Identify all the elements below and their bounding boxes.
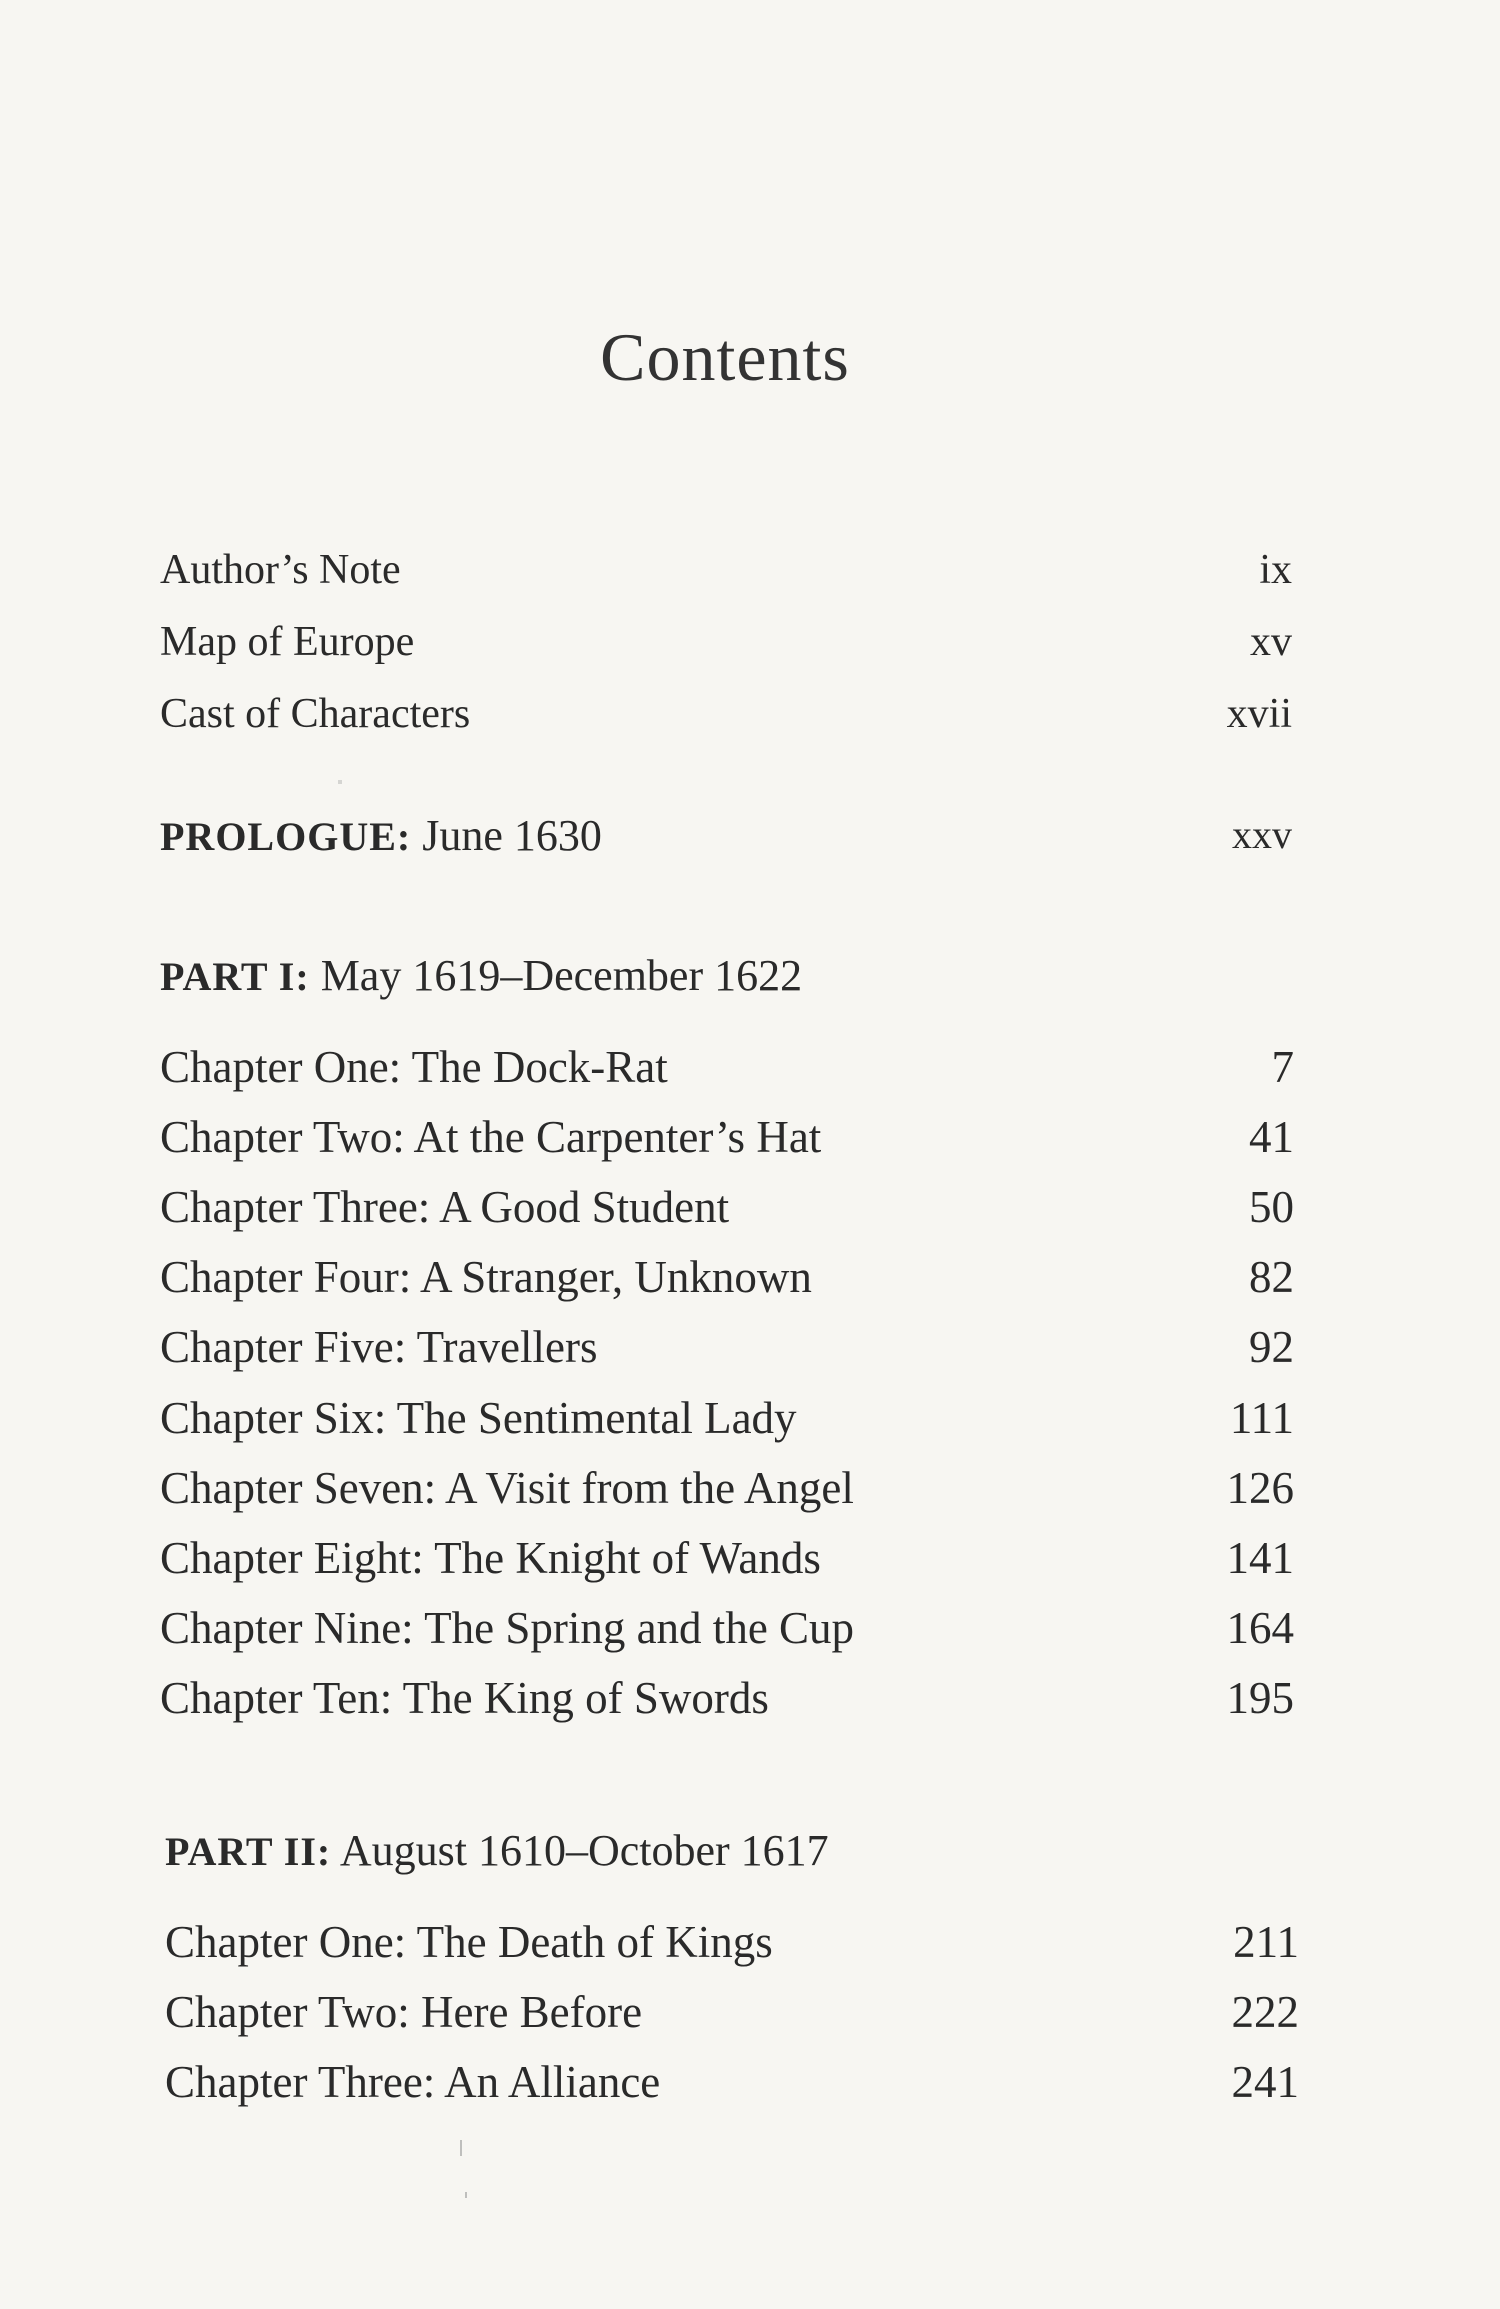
scan-speck [460,2140,462,2156]
toc-entry-page: 111 [1229,1393,1294,1443]
toc-entry-authors-note[interactable] [160,540,1300,600]
toc-entry-label: Chapter Three: An Alliance [165,2057,661,2107]
part-two-label [165,1820,829,1882]
toc-entry-label: Chapter Two: Here Before [165,1987,643,2037]
toc-entry-chapter[interactable] [160,1668,1300,1728]
toc-entry-page: 7 [1271,1042,1294,1092]
toc-entry-label: Chapter Three: A Good Student [160,1182,730,1232]
toc-entry-page: xv [1250,619,1292,665]
part-two-head: PART II: [165,1829,332,1874]
toc-entry-chapter[interactable] [160,1317,1300,1377]
toc-entry-chapter[interactable] [160,1528,1300,1588]
toc-entry-chapter[interactable] [160,1388,1300,1448]
toc-entry-chapter[interactable] [160,1247,1300,1307]
part-one-label [160,945,802,1007]
part-one-dates: May 1619–December 1622 [309,951,803,1000]
toc-entry-label: Chapter Nine: The Spring and the Cup [160,1603,855,1653]
toc-entry-page: 211 [1233,1917,1299,1967]
toc-entry-label: Chapter Five: Travellers [160,1322,598,1372]
toc-entry-label: Chapter Two: At the Carpenter’s Hat [160,1112,822,1162]
toc-entry-page: xvii [1226,691,1292,737]
toc-entry-map-of-europe[interactable] [160,612,1300,672]
part-one-heading [160,945,1300,1005]
scan-speck [465,2192,467,2198]
toc-entry-chapter[interactable] [160,1037,1300,1097]
toc-entry-label: Chapter Ten: The King of Swords [160,1673,769,1723]
toc-entry-page: 82 [1249,1252,1294,1302]
prologue-head: PROLOGUE: [160,814,412,859]
toc-entry-label: Cast of Characters [160,691,471,737]
toc-entry-label: Chapter Seven: A Visit from the Angel [160,1463,854,1513]
toc-entry-label: Chapter One: The Dock-Rat [160,1042,668,1092]
toc-entry-page: 141 [1226,1533,1294,1583]
toc-entry-page: xxv [1232,812,1292,857]
toc-entry-page: 126 [1226,1463,1294,1513]
toc-entry-label: Chapter One: The Death of Kings [165,1917,773,1967]
toc-entry-label: Author’s Note [160,547,401,593]
toc-entry-chapter[interactable] [160,1177,1300,1237]
part-one-head: PART I: [160,954,310,999]
part-two-dates: August 1610–October 1617 [331,1826,829,1875]
toc-entry-page: 195 [1226,1673,1294,1723]
toc-entry-page: 164 [1226,1603,1294,1653]
toc-entry-chapter[interactable] [160,1458,1300,1518]
scan-speck [338,780,342,784]
toc-entry-prologue[interactable] [160,805,1300,865]
toc-entry-page: 50 [1249,1182,1294,1232]
prologue-label [160,805,602,867]
page-title: Contents [600,319,850,395]
toc-entry-page: ix [1259,547,1292,593]
toc-entry-chapter[interactable] [160,1107,1300,1167]
toc-entry-label: Chapter Four: A Stranger, Unknown [160,1252,812,1302]
toc-entry-page: 241 [1231,2057,1299,2107]
toc-entry-cast-of-characters[interactable] [160,684,1300,744]
toc-entry-page: 222 [1231,1987,1299,2037]
toc-entry-page: 41 [1249,1112,1294,1162]
prologue-date: June 1630 [411,811,602,860]
toc-entry-label: Chapter Six: The Sentimental Lady [160,1393,797,1443]
toc-entry-chapter[interactable] [165,2052,1305,2112]
part-two-heading [165,1820,1305,1880]
toc-entry-label: Chapter Eight: The Knight of Wands [160,1533,821,1583]
toc-entry-chapter[interactable] [160,1598,1300,1658]
toc-entry-chapter[interactable] [165,1982,1305,2042]
toc-entry-label: Map of Europe [160,619,415,665]
toc-entry-chapter[interactable] [165,1912,1305,1972]
toc-entry-page: 92 [1249,1322,1294,1372]
